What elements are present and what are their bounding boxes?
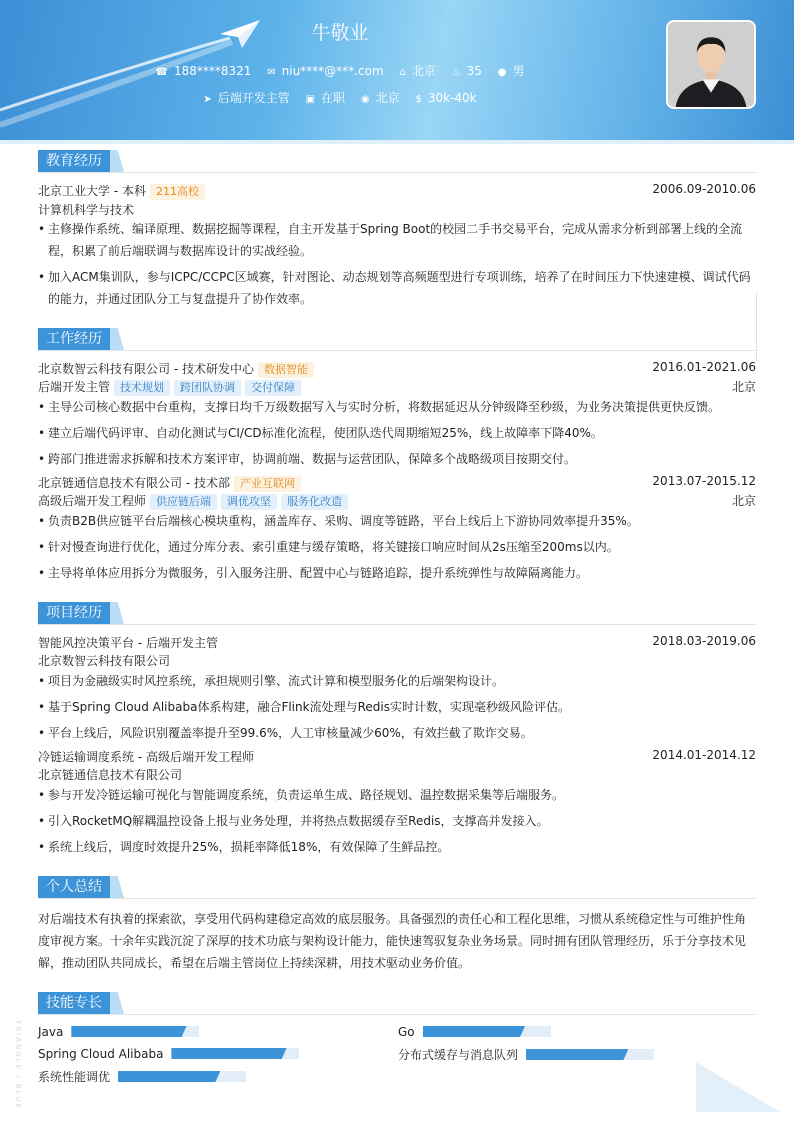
section-label: 工作经历: [38, 328, 110, 350]
skill-bar-fill: [526, 1049, 628, 1060]
age-item: [452, 64, 482, 78]
work-bullet: • 建立后端代码评审、自动化测试与CI/CD标准化流程，使团队迭代周期缩短25%，线上故障率下降40%。: [38, 422, 756, 444]
project-dates: 2018.03-2019.06: [652, 634, 756, 648]
work-city: 北京: [731, 494, 756, 508]
skill-bar: [171, 1048, 299, 1059]
section-title-work: [38, 328, 110, 350]
email-item: [267, 64, 383, 78]
industry-tag: 产业互联网: [234, 476, 301, 492]
major-name: 计算机科学与技术: [38, 203, 135, 217]
education-dates: 2006.09-2010.06: [652, 182, 756, 196]
send-icon: ➤: [203, 94, 212, 105]
project-company-row: [38, 652, 756, 670]
section-rule: [38, 1014, 756, 1015]
section-rule: [38, 172, 756, 173]
project-bullet: • 引入RocketMQ解耦温控设备上报与业务处理，并将热点数据缓存至Redis，支撑高并发接入。: [38, 810, 756, 832]
salary-item: [415, 91, 476, 105]
divider: [756, 292, 757, 362]
phone-item: [156, 64, 252, 78]
phone-value: 188****8321: [173, 64, 252, 78]
phone-icon: ☎: [155, 67, 168, 78]
position-value: 后端开发主管: [217, 91, 290, 105]
target-city-item: [361, 89, 400, 106]
skill-tag: 服务化改造: [281, 494, 348, 510]
status-value: 在职: [321, 91, 346, 105]
salary-value: 30k-40k: [427, 91, 477, 105]
education-bullet: • 主修操作系统、编译原理、数据挖掘等课程，自主开发基于Spring Boot的校园二手书交易平台，完成从需求分析到部署上线的全流程，积累了前后端联调与数据库设计的实战经验。: [38, 218, 756, 262]
triangle-decoration: [696, 1062, 780, 1112]
city-item: [399, 62, 435, 79]
home-icon: ⌂: [399, 67, 406, 78]
skill-item: [38, 1068, 246, 1086]
work-bullet: • 负责B2B供应链平台后端核心模块重构，涵盖库存、采购、调度等链路，平台上线后上下游协同效率提升35%。: [38, 510, 756, 532]
skill-tag: 交付保障: [245, 380, 301, 396]
skill-bar: [423, 1026, 551, 1037]
work-bullet: • 跨部门推进需求拆解和技术方案评审，协调前端、数据与运营团队，保障多个战略级项目按期交付。: [38, 448, 756, 470]
education-header: [38, 182, 756, 200]
title-tail: [110, 602, 124, 624]
briefcase-icon: ▣: [305, 94, 316, 105]
project-bullet: • 项目为金融级实时风控系统，承担规则引擎、流式计算和模型服务化的后端架构设计。: [38, 670, 756, 692]
mail-icon: ✉: [267, 67, 276, 78]
skill-name: Go: [398, 1024, 415, 1039]
skill-name: 系统性能调优: [38, 1070, 111, 1084]
section-label: 技能专长: [38, 992, 110, 1014]
section-title-summary: [38, 876, 110, 898]
work-role-row: [38, 492, 756, 510]
skill-item: [38, 1046, 299, 1064]
project-bullet: • 基于Spring Cloud Alibaba体系构建，融合Flink流处理与Redis实时计数，实现毫秒级风险评估。: [38, 696, 756, 718]
header-divider: [0, 140, 794, 144]
school-name: 北京工业大学 - 本科: [38, 184, 146, 198]
project-title: 智能风控决策平台 - 后端开发主管: [38, 636, 218, 650]
location-icon: ◉: [360, 94, 370, 105]
age-value: 35: [466, 64, 482, 78]
summary-text: 对后端技术有执着的探索欲，享受用代码构建稳定高效的底层服务。具备强烈的责任心和工程化思维，习惯从系统稳定性与可维护性角度审视方案。十余年实践沉淀了深厚的技术功底与架构设计能力，能快速驾驭复杂业务场景。同时拥有团队管理经历，乐于分享技术见解，推动团队共同成长，希望在后端主管岗位上持续深耕，用技术驱动业务价值。: [38, 912, 747, 970]
city-value: 北京: [411, 64, 436, 78]
project-company-row: [38, 766, 756, 784]
title-tail: [110, 150, 124, 172]
skill-tag: 技术规划: [114, 380, 170, 396]
work-bullet: • 针对慢查询进行优化，通过分库分表、索引重建与缓存策略，将关键接口响应时间从2s压缩至200ms以内。: [38, 536, 756, 558]
project-header: [38, 748, 756, 766]
gender-icon: ●: [497, 67, 507, 78]
resume-header: [0, 0, 794, 140]
position-item: [203, 89, 289, 106]
project-company: 北京链通信息技术有限公司: [38, 768, 183, 782]
section-label: 教育经历: [38, 150, 110, 172]
school-tag: 211高校: [150, 184, 205, 200]
work-dates: 2016.01-2021.06: [652, 360, 756, 374]
candidate-name: 牛敬业: [311, 22, 369, 44]
status-item: [306, 89, 345, 106]
skill-bar: [71, 1026, 199, 1037]
skill-bar-fill: [71, 1026, 186, 1037]
skill-bar-fill: [423, 1026, 525, 1037]
education-bullet: • 加入ACM集训队，参与ICPC/CCPC区域赛，针对图论、动态规划等高频题型进行专项训练，培养了在时间压力下快速建模、调试代码的能力，并通过团队分工与复盘提升了协作效率。: [38, 266, 756, 310]
project-company: 北京数智云科技有限公司: [38, 654, 171, 668]
skill-item: [398, 1046, 654, 1064]
section-rule: [38, 350, 756, 351]
project-bullet: • 参与开发冷链运输可视化与智能调度系统，负责运单生成、路径规划、温控数据采集等后端服务。: [38, 784, 756, 806]
title-tail: [110, 992, 124, 1014]
work-header: [38, 474, 756, 492]
avatar-portrait: [668, 22, 754, 107]
title-tail: [110, 876, 124, 898]
skill-tag: 调优攻坚: [221, 494, 277, 510]
work-bullet: • 主导将单体应用拆分为微服务，引入服务注册、配置中心与链路追踪，提升系统弹性与故障隔离能力。: [38, 562, 756, 584]
skill-name: Java: [38, 1024, 64, 1039]
section-title-skills: [38, 992, 110, 1014]
skill-bar-fill: [171, 1048, 286, 1059]
money-icon: $: [415, 94, 422, 105]
industry-tag: 数据智能: [258, 362, 314, 378]
cake-icon: ♨: [451, 67, 461, 78]
section-label: 个人总结: [38, 876, 110, 898]
section-title-project: [38, 602, 110, 624]
avatar: [666, 20, 756, 109]
project-dates: 2014.01-2014.12: [652, 748, 756, 762]
work-dates: 2013.07-2015.12: [652, 474, 756, 488]
education-major: [38, 201, 756, 219]
section-rule: [38, 898, 756, 899]
project-bullet: • 平台上线后，风险识别覆盖率提升至99.6%，人工审核量减少60%，有效拦截了欺诈交易。: [38, 722, 756, 744]
project-title: 冷链运输调度系统 - 高级后端开发工程师: [38, 750, 254, 764]
gender-item: [498, 62, 525, 79]
skill-name: 分布式缓存与消息队列: [398, 1048, 519, 1062]
work-header: [38, 360, 756, 378]
skill-tag: 供应链后端: [150, 494, 217, 510]
skill-item: [38, 1024, 199, 1042]
work-bullet: • 主导公司核心数据中台重构，支撑日均千万级数据写入与实时分析，将数据延迟从分钟级降至秒级，为业务决策提供更快反馈。: [38, 396, 756, 418]
project-header: [38, 634, 756, 652]
skill-name: Spring Cloud Alibaba: [38, 1046, 164, 1061]
work-role-row: [38, 378, 756, 396]
skill-item: [398, 1024, 551, 1042]
work-city: 北京: [731, 380, 756, 394]
email-value: niu****@***.com: [281, 64, 384, 78]
project-bullet: • 系统上线后，调度时效提升25%，损耗率降低18%，有效保障了生鲜品控。: [38, 836, 756, 858]
skill-bar-fill: [118, 1071, 220, 1082]
section-title-education: [38, 150, 110, 172]
gender-value: 男: [512, 64, 525, 78]
target-city-value: 北京: [375, 91, 400, 105]
skill-bar: [526, 1049, 654, 1060]
company-name: 北京链通信息技术有限公司 - 技术部: [38, 476, 230, 490]
role-title: 高级后端开发工程师: [38, 494, 147, 508]
role-title: 后端开发主管: [38, 380, 111, 394]
skill-bar: [118, 1071, 246, 1082]
intent-row: [0, 89, 680, 106]
company-name: 北京数智云科技有限公司 - 技术研发中心: [38, 362, 254, 376]
skill-tag: 跨团队协调: [174, 380, 241, 396]
contact-row: [0, 62, 680, 79]
section-rule: [38, 624, 756, 625]
vertical-watermark: TRIANGLE / BLUE: [14, 1020, 22, 1110]
title-tail: [110, 328, 124, 350]
section-label: 项目经历: [38, 602, 110, 624]
